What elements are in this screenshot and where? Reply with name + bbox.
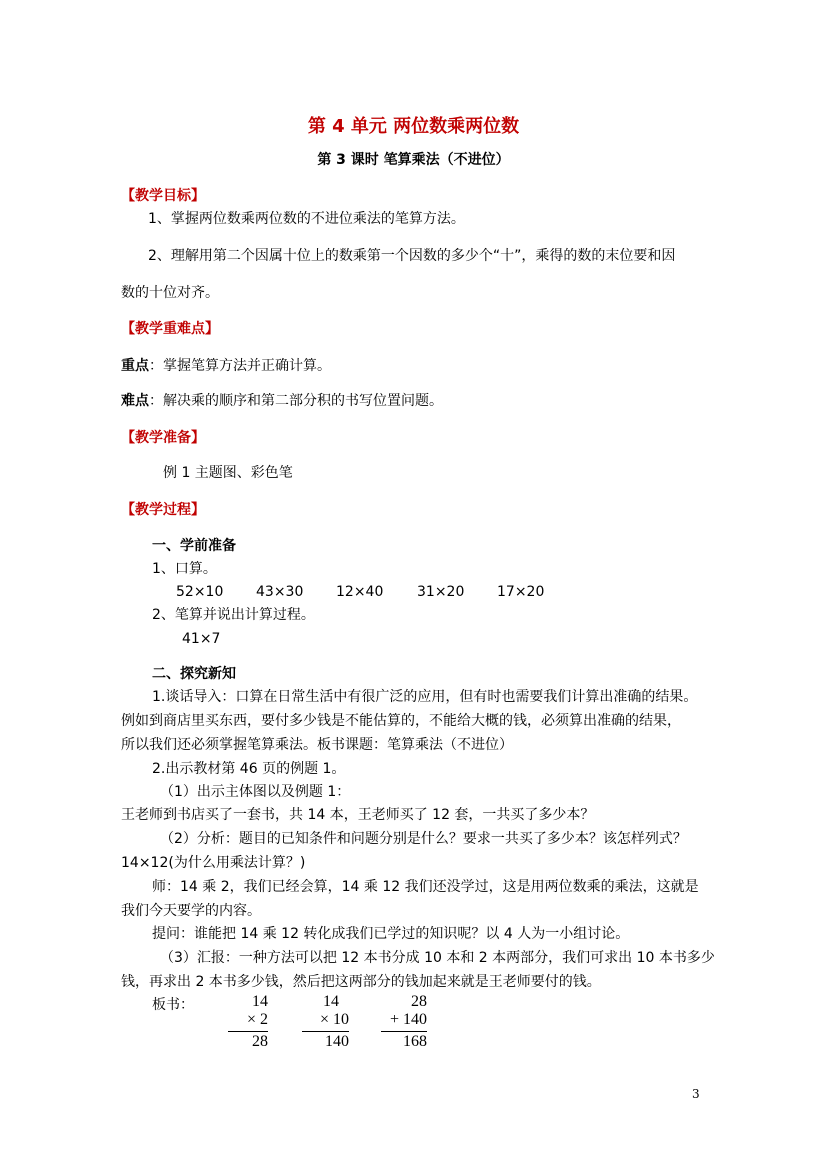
calc-top: 28	[411, 993, 427, 1010]
paragraph: 王老师到书店买了一套书，共 14 本，王老师买了 12 套，一共买了多少本？	[121, 807, 595, 823]
paragraph: 师：14 乘 2，我们已经会算，14 乘 12 我们还没学过，这是用两位数乘的乘法，这就是	[152, 879, 699, 895]
calc-result: 168	[381, 1031, 427, 1051]
calc-operator-line: + 140	[389, 1011, 427, 1028]
part2-heading: 二、探究新知	[152, 666, 236, 682]
preparation-header: 【教学准备】	[121, 430, 205, 446]
paragraph: （3）汇报：一种方法可以把 12 本书分成 10 本和 2 本两部分，我们可求出 10 本书多少	[160, 950, 715, 966]
page-title: 第 4 单元 两位数乘两位数	[307, 116, 520, 137]
written-problem: 41×7	[182, 631, 221, 647]
goal-2-line1: 2、理解用第二个因属十位上的数乘第一个因数的多少个“十”，乘得的数的末位要和因	[148, 248, 676, 264]
oral-problem: 43×30	[256, 584, 304, 600]
paragraph: （1）出示主体图以及例题 1：	[160, 784, 351, 800]
lesson-subtitle: 第 3 课时 笔算乘法（不进位）	[317, 152, 510, 168]
oral-problem: 12×40	[336, 584, 384, 600]
paragraph: （2）分析：题目的已知条件和问题分别是什么？要求一共买了多少本？该怎样列式？	[160, 831, 687, 847]
difficult-text: ：解决乘的顺序和第二部分积的书写位置问题。	[149, 393, 443, 409]
calc-top: 14	[252, 993, 268, 1010]
paragraph: 14×12(为什么用乘法计算？)	[121, 855, 306, 871]
paragraph: 1.谈话导入：口算在日常生活中有很广泛的应用，但有时也需要我们计算出准确的结果。	[152, 689, 698, 705]
vertical-calculation	[302, 993, 349, 1051]
vertical-calculation	[228, 993, 268, 1051]
difficult-point	[121, 392, 443, 410]
goal-2-line2: 数的十位对齐。	[121, 285, 219, 301]
paragraph: 所以我们还必须掌握笔算乘法。板书课题：笔算乘法（不进位）	[121, 737, 513, 753]
calc-result: 140	[302, 1031, 349, 1051]
calc-operator-line: × 10	[319, 1011, 349, 1028]
page-number: 3	[692, 1087, 700, 1101]
oral-problem: 17×20	[497, 584, 545, 600]
paragraph: 钱，再求出 2 本书多少钱，然后把这两部分的钱加起来就是王老师要付的钱。	[121, 974, 601, 990]
oral-problem: 52×10	[176, 584, 224, 600]
key-label: 重点	[121, 358, 149, 374]
key-difficult-header: 【教学重难点】	[121, 321, 219, 337]
key-point	[121, 357, 331, 375]
difficult-label: 难点	[121, 393, 149, 409]
process-header: 【教学过程】	[121, 502, 205, 518]
vertical-calculation	[381, 993, 427, 1051]
goal-1: 1、掌握两位数乘两位数的不进位乘法的笔算方法。	[148, 211, 465, 227]
calc-result: 28	[228, 1031, 268, 1051]
calc-operator-line: × 2	[246, 1011, 268, 1028]
goals-header: 【教学目标】	[121, 188, 205, 204]
calc-top: 14	[323, 993, 339, 1010]
paragraph: 提问：谁能把 14 乘 12 转化成我们已学过的知识呢？以 4 人为一小组讨论。	[152, 926, 630, 942]
part1-heading: 一、学前准备	[152, 538, 236, 554]
paragraph: 2.出示教材第 46 页的例题 1。	[152, 761, 346, 777]
paragraph: 例如到商店里买东西，要付多少钱是不能估算的，不能给大概的钱，必须算出准确的结果，	[121, 713, 681, 729]
written-calc-item: 2、笔算并说出计算过程。	[152, 607, 315, 623]
oral-calc-item: 1、口算。	[152, 561, 217, 577]
paragraph: 我们今天要学的内容。	[121, 903, 261, 919]
board-label: 板书：	[152, 997, 194, 1013]
key-text: ：掌握笔算方法并正确计算。	[149, 358, 331, 374]
preparation-text: 例 1 主题图、彩色笔	[163, 465, 293, 481]
oral-problem: 31×20	[417, 584, 465, 600]
